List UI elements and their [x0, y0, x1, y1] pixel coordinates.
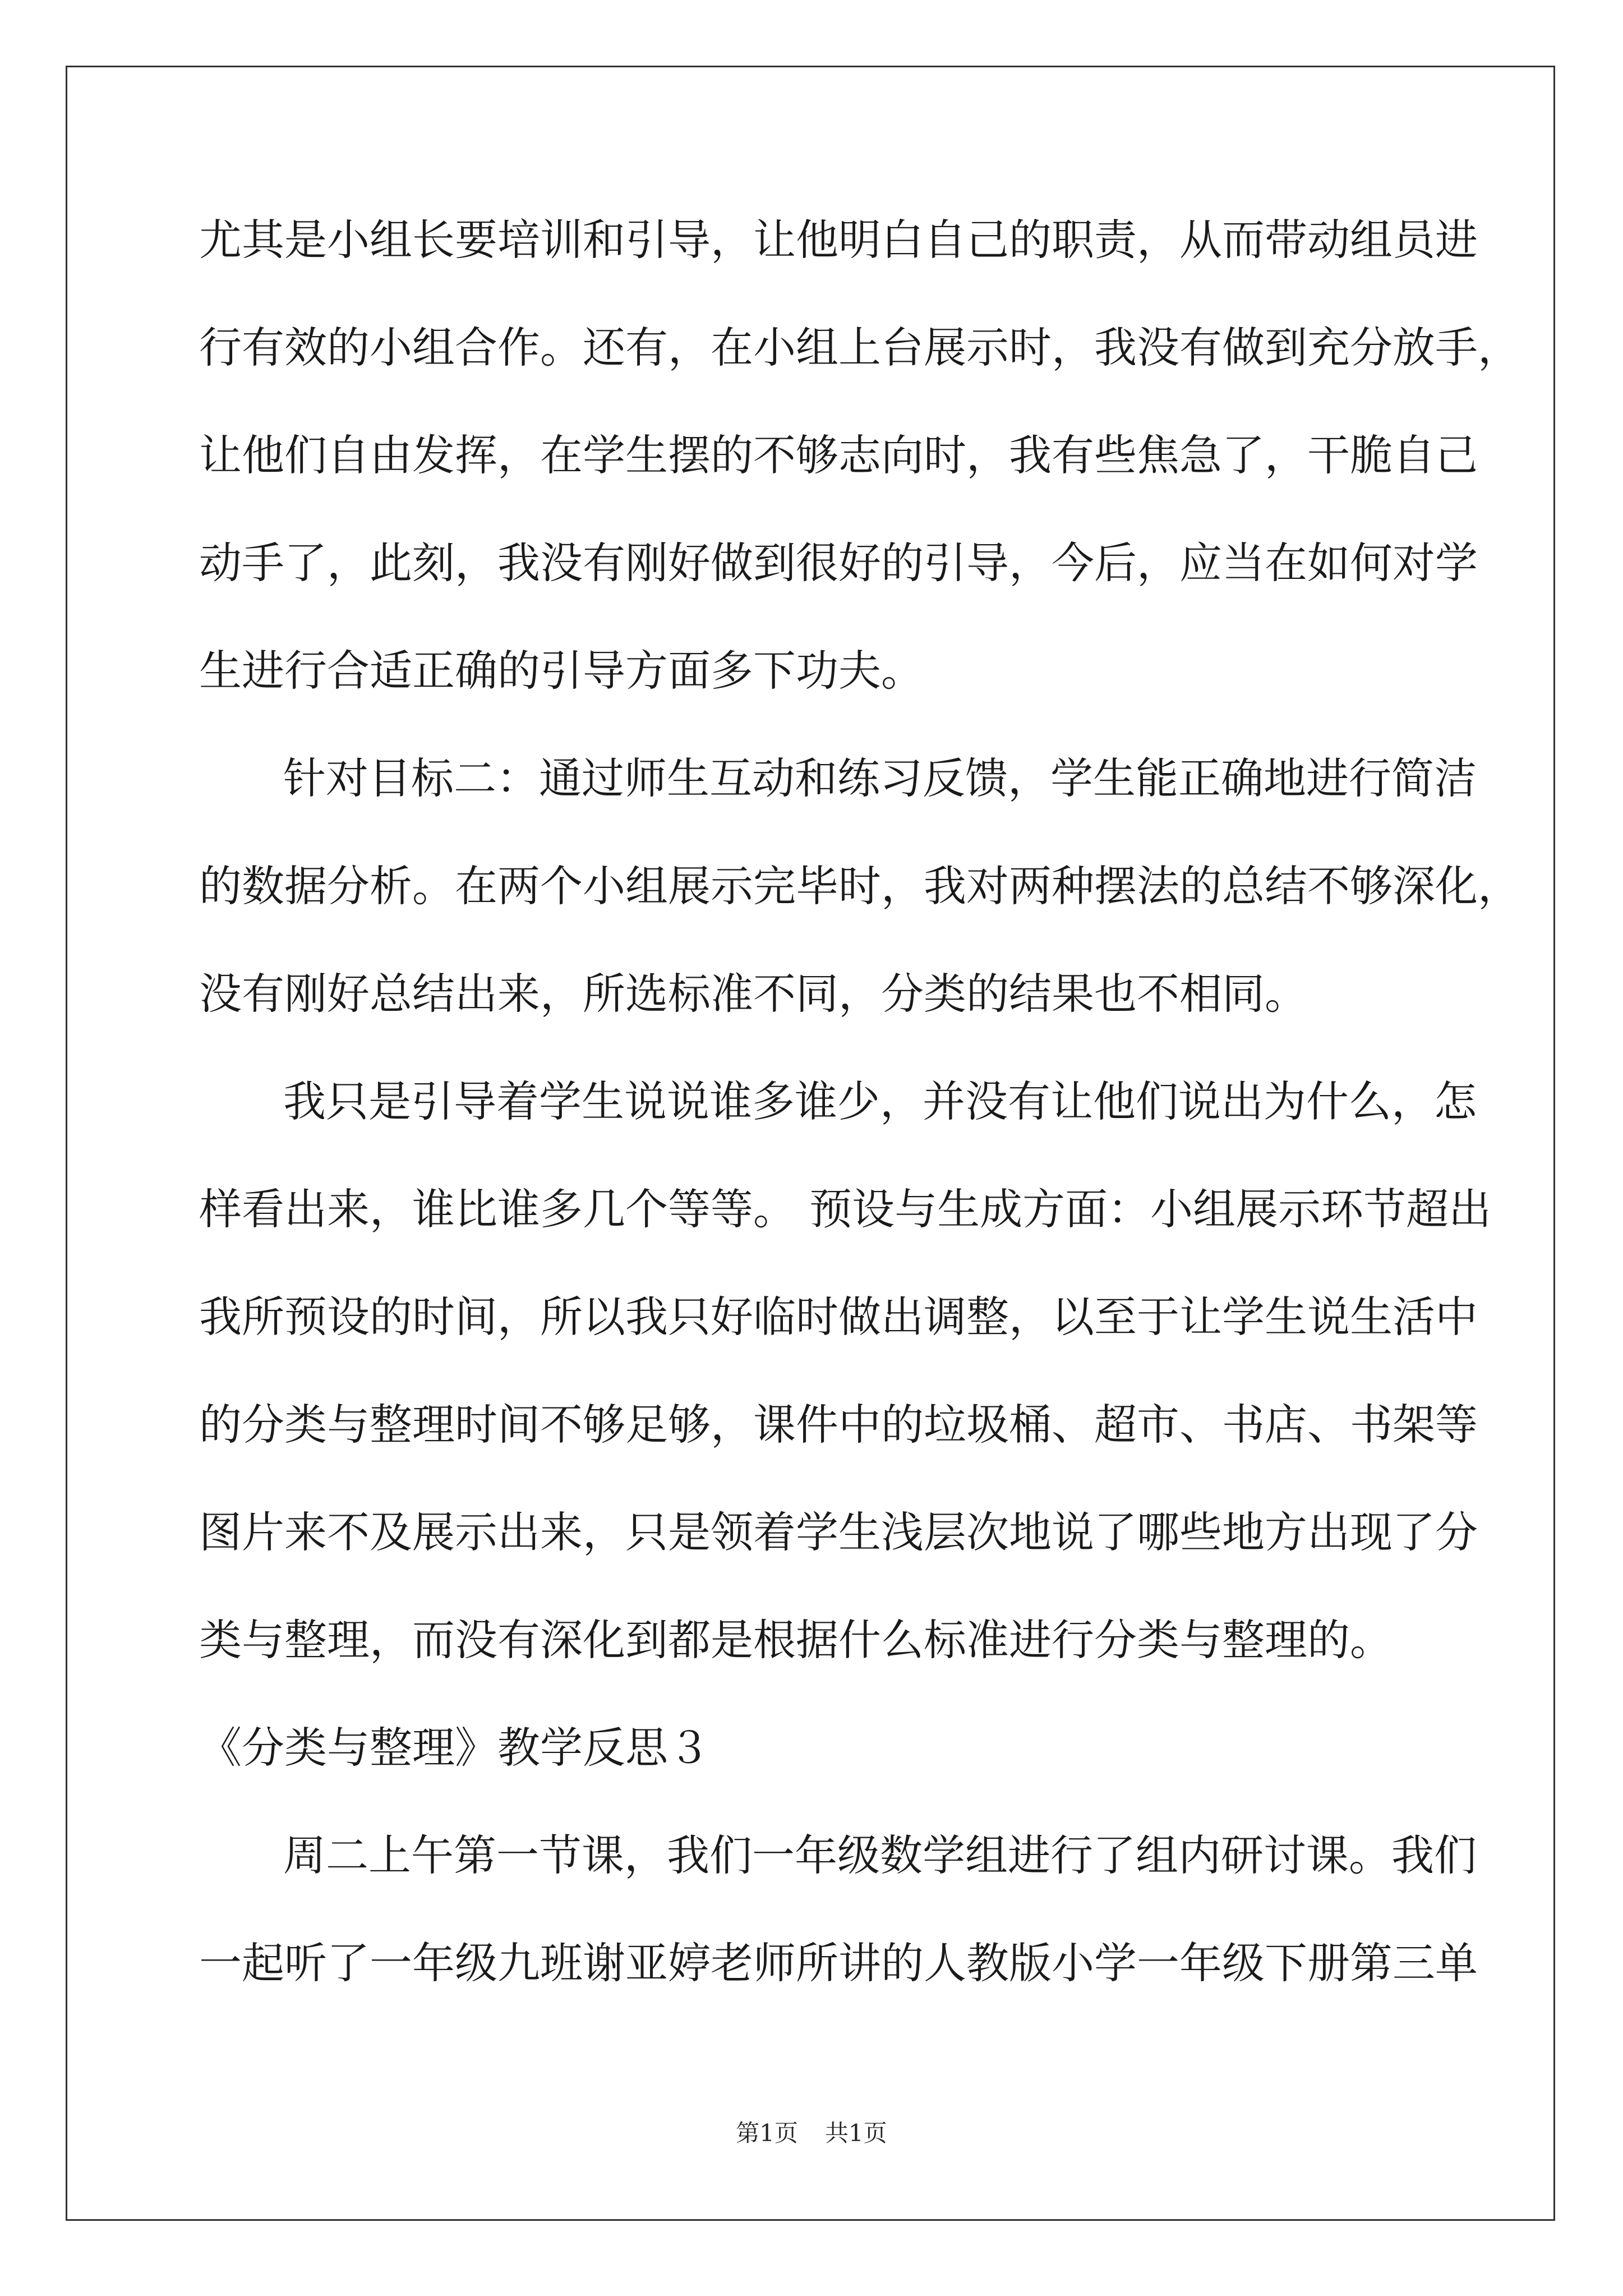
text-line: 一起听了一年级九班谢亚婷老师所讲的人教版小学一年级下册第三单	[199, 1938, 1478, 1988]
text-line: 图片来不及展示出来，只是领着学生浅层次地说了哪些地方出现了分	[199, 1507, 1478, 1557]
text-line: 针对目标二：通过师生互动和练习反馈，学生能正确地进行简洁	[283, 753, 1477, 803]
page-count: 共1页	[825, 2119, 887, 2147]
section-heading: 《分类与整理》教学反思３	[199, 1723, 711, 1773]
text-line: 没有刚好总结出来，所选标准不同，分类的结果也不相同。	[199, 969, 1307, 1019]
text-line: 动手了，此刻，我没有刚好做到很好的引导，今后，应当在如何对学	[199, 538, 1478, 588]
text-line: 周二上午第一节课，我们一年级数学组进行了组内研讨课。我们	[283, 1830, 1477, 1880]
page-footer	[0, 2119, 1623, 2147]
text-line: 的数据分析。在两个小组展示完毕时，我对两种摆法的总结不够深化，	[199, 861, 1520, 911]
text-line: 我所预设的时间，所以我只好临时做出调整，以至于让学生说生活中	[199, 1292, 1478, 1342]
text-line: 类与整理，而没有深化到都是根据什么标准进行分类与整理的。	[199, 1615, 1393, 1665]
text-line: 生进行合适正确的引导方面多下功夫。	[199, 646, 924, 696]
text-line: 让他们自由发挥，在学生摆的不够志向时，我有些焦急了，干脆自己	[199, 430, 1478, 480]
text-line: 尤其是小组长要培训和引导，让他明白自己的职责，从而带动组员进	[199, 215, 1478, 265]
document-body	[199, 213, 1520, 2044]
page-number: 第1页	[736, 2119, 798, 2147]
text-line: 的分类与整理时间不够足够，课件中的垃圾桶、超市、书店、书架等	[199, 1400, 1478, 1450]
text-line: 行有效的小组合作。还有，在小组上台展示时，我没有做到充分放手，	[199, 323, 1520, 372]
text-line: 我只是引导着学生说说谁多谁少，并没有让他们说出为什么，怎	[283, 1076, 1477, 1126]
text-line: 样看出来，谁比谁多几个等等。 预设与生成方面：小组展示环节超出	[199, 1184, 1492, 1234]
